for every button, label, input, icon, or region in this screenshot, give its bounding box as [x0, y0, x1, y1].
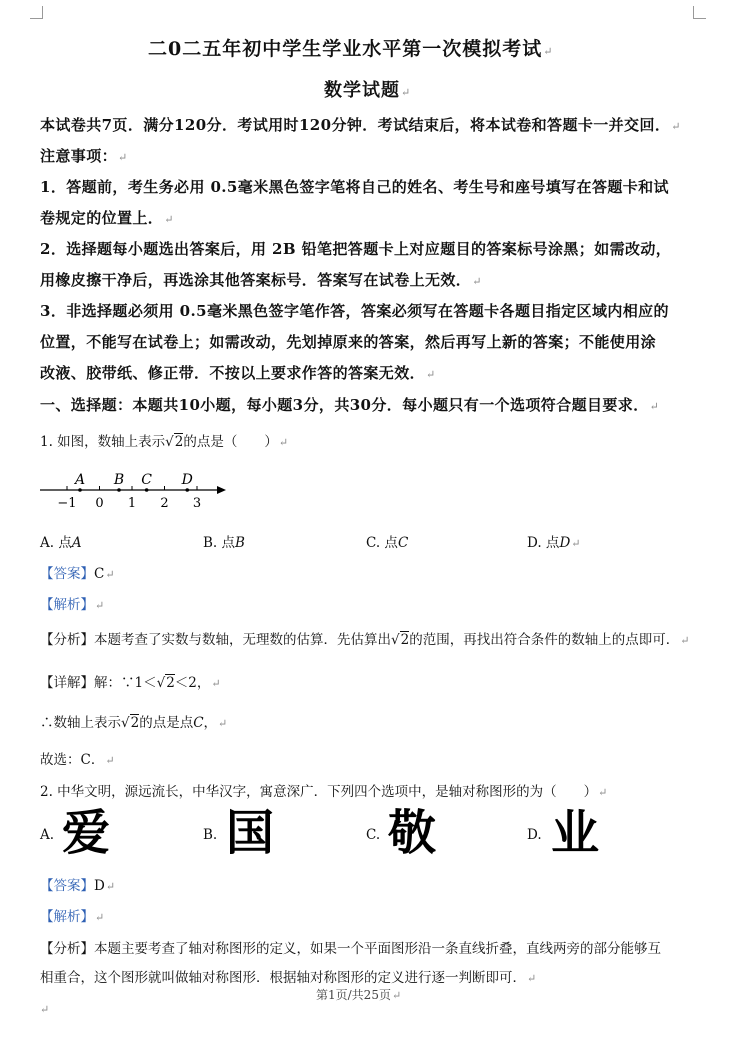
number-line-point [185, 488, 189, 492]
sqrt-symbol: √2 [156, 675, 175, 691]
note-item-3-line2: 位置，不能写在试卷上；如需改动，先划掉原来的答案，然后再写上新的答案；不能使用涂 [40, 333, 657, 351]
number-line-tick-label: 1 [127, 496, 137, 511]
page-subtitle: 数学试题↵ [324, 80, 412, 101]
number-line-point-label: A [74, 472, 86, 488]
number-line-arrow [217, 486, 226, 494]
q2-option-d-label: D. [527, 827, 542, 843]
notes-intro: 本试卷共7页．满分120分．考试用时120分钟．考试结束后，将本试卷和答题卡一并交回．↵ [40, 116, 681, 134]
note-item-3-line3: 改液、胶带纸、修正带．不按以上要求作答的答案无效．↵ [40, 364, 436, 382]
q1-option-b: B. 点B [203, 535, 245, 551]
q2-analysis-tag: 【解析】↵ [40, 909, 105, 925]
q2-answer: 【答案】D↵ [40, 878, 116, 894]
q1-fenxi: 【分析】本题考查了实数与数轴，无理数的估算．先估算出√2的范围，再找出符合条件的数轴上的点即可．↵ [40, 632, 690, 648]
number-line-point [117, 488, 121, 492]
number-line-point [78, 488, 82, 492]
sqrt-symbol: √2 [165, 434, 184, 450]
note-item-2-line2: 用橡皮擦干净后，再选涂其他答案标号．答案写在试卷上无效．↵ [40, 271, 482, 289]
note-item-3-line1: 3．非选择题必须用 0.5毫米黑色签字笔作答，答案必须写在答题卡各题目指定区域内相应的 [40, 302, 669, 320]
number-line-tick-label: 3 [192, 496, 202, 511]
q1-stem: 1. 如图，数轴上表示√2的点是（ ）↵ [40, 434, 289, 450]
q1-option-d: D. 点D↵ [527, 535, 581, 551]
section-1-heading: 一、选择题：本题共10小题，每小题3分，共30分．每小题只有一个选项符合题目要求．↵ [40, 396, 660, 414]
note-item-1-line2: 卷规定的位置上．↵ [40, 209, 174, 227]
q2-option-c-char: 敬 [388, 805, 437, 861]
paragraph-mark: ↵ [40, 1003, 50, 1016]
q1-option-a: A. 点A [40, 535, 82, 551]
number-line-point-label: B [113, 472, 125, 488]
q2-fenxi-line1: 【分析】本题主要考查了轴对称图形的定义，如果一个平面图形沿一条直线折叠，直线两旁的部分能够互 [40, 941, 661, 957]
q1-answer: 【答案】C↵ [40, 566, 115, 582]
note-item-2-line1: 2．选择题每小题选出答案后，用 2B 铅笔把答题卡上对应题目的答案标号涂黑；如需改动， [40, 240, 672, 258]
q2-fenxi-line2: 相重合，这个图形就叫做轴对称图形．根据轴对称图形的定义进行逐一判断即可．↵ [40, 970, 537, 986]
number-line-tick-label: 0 [95, 496, 104, 511]
notes-heading: 注意事项：↵ [40, 147, 128, 165]
q2-option-a-char: 爱 [62, 805, 111, 861]
page-title: 二0二五年初中学生学业水平第一次模拟考试↵ [148, 38, 554, 60]
q2-option-c-label: C. [366, 827, 381, 843]
sqrt-symbol: √2 [121, 715, 140, 731]
number-line-tick-label: 2 [160, 496, 169, 511]
q2-option-a-label: A. [40, 827, 55, 843]
number-line-point [145, 488, 149, 492]
q2-stem: 2. 中华文明，源远流长，中华汉字，寓意深广．下列四个选项中，是轴对称图形的为（ ）↵ [40, 784, 608, 800]
note-item-1-line1: 1．答题前，考生务必用 0.5毫米黑色签字笔将自己的姓名、考生号和座号填写在答题卡和试 [40, 178, 669, 196]
q1-option-c: C. 点C [366, 535, 409, 551]
crop-mark-top-left [30, 6, 43, 19]
q2-option-d-char: 业 [551, 805, 600, 861]
q2-option-b-char: 国 [226, 805, 275, 861]
number-line-figure [36, 466, 236, 514]
number-line-tick-label: −1 [57, 496, 77, 511]
page-footer: 第1页/共25页↵ [316, 988, 402, 1002]
q1-conclusion: ∴数轴上表示√2的点是点C，↵ [40, 715, 228, 731]
number-line-point-label: C [141, 472, 152, 488]
number-line-point-label: D [181, 472, 193, 488]
q1-detail: 【详解】解：∵1＜√2＜2，↵ [40, 675, 221, 691]
crop-mark-top-right [693, 6, 706, 19]
sqrt-symbol: √2 [391, 632, 410, 648]
q1-choice: 故选：C．↵ [40, 752, 115, 768]
q1-analysis-tag: 【解析】↵ [40, 597, 105, 613]
q2-option-b-label: B. [203, 827, 218, 843]
